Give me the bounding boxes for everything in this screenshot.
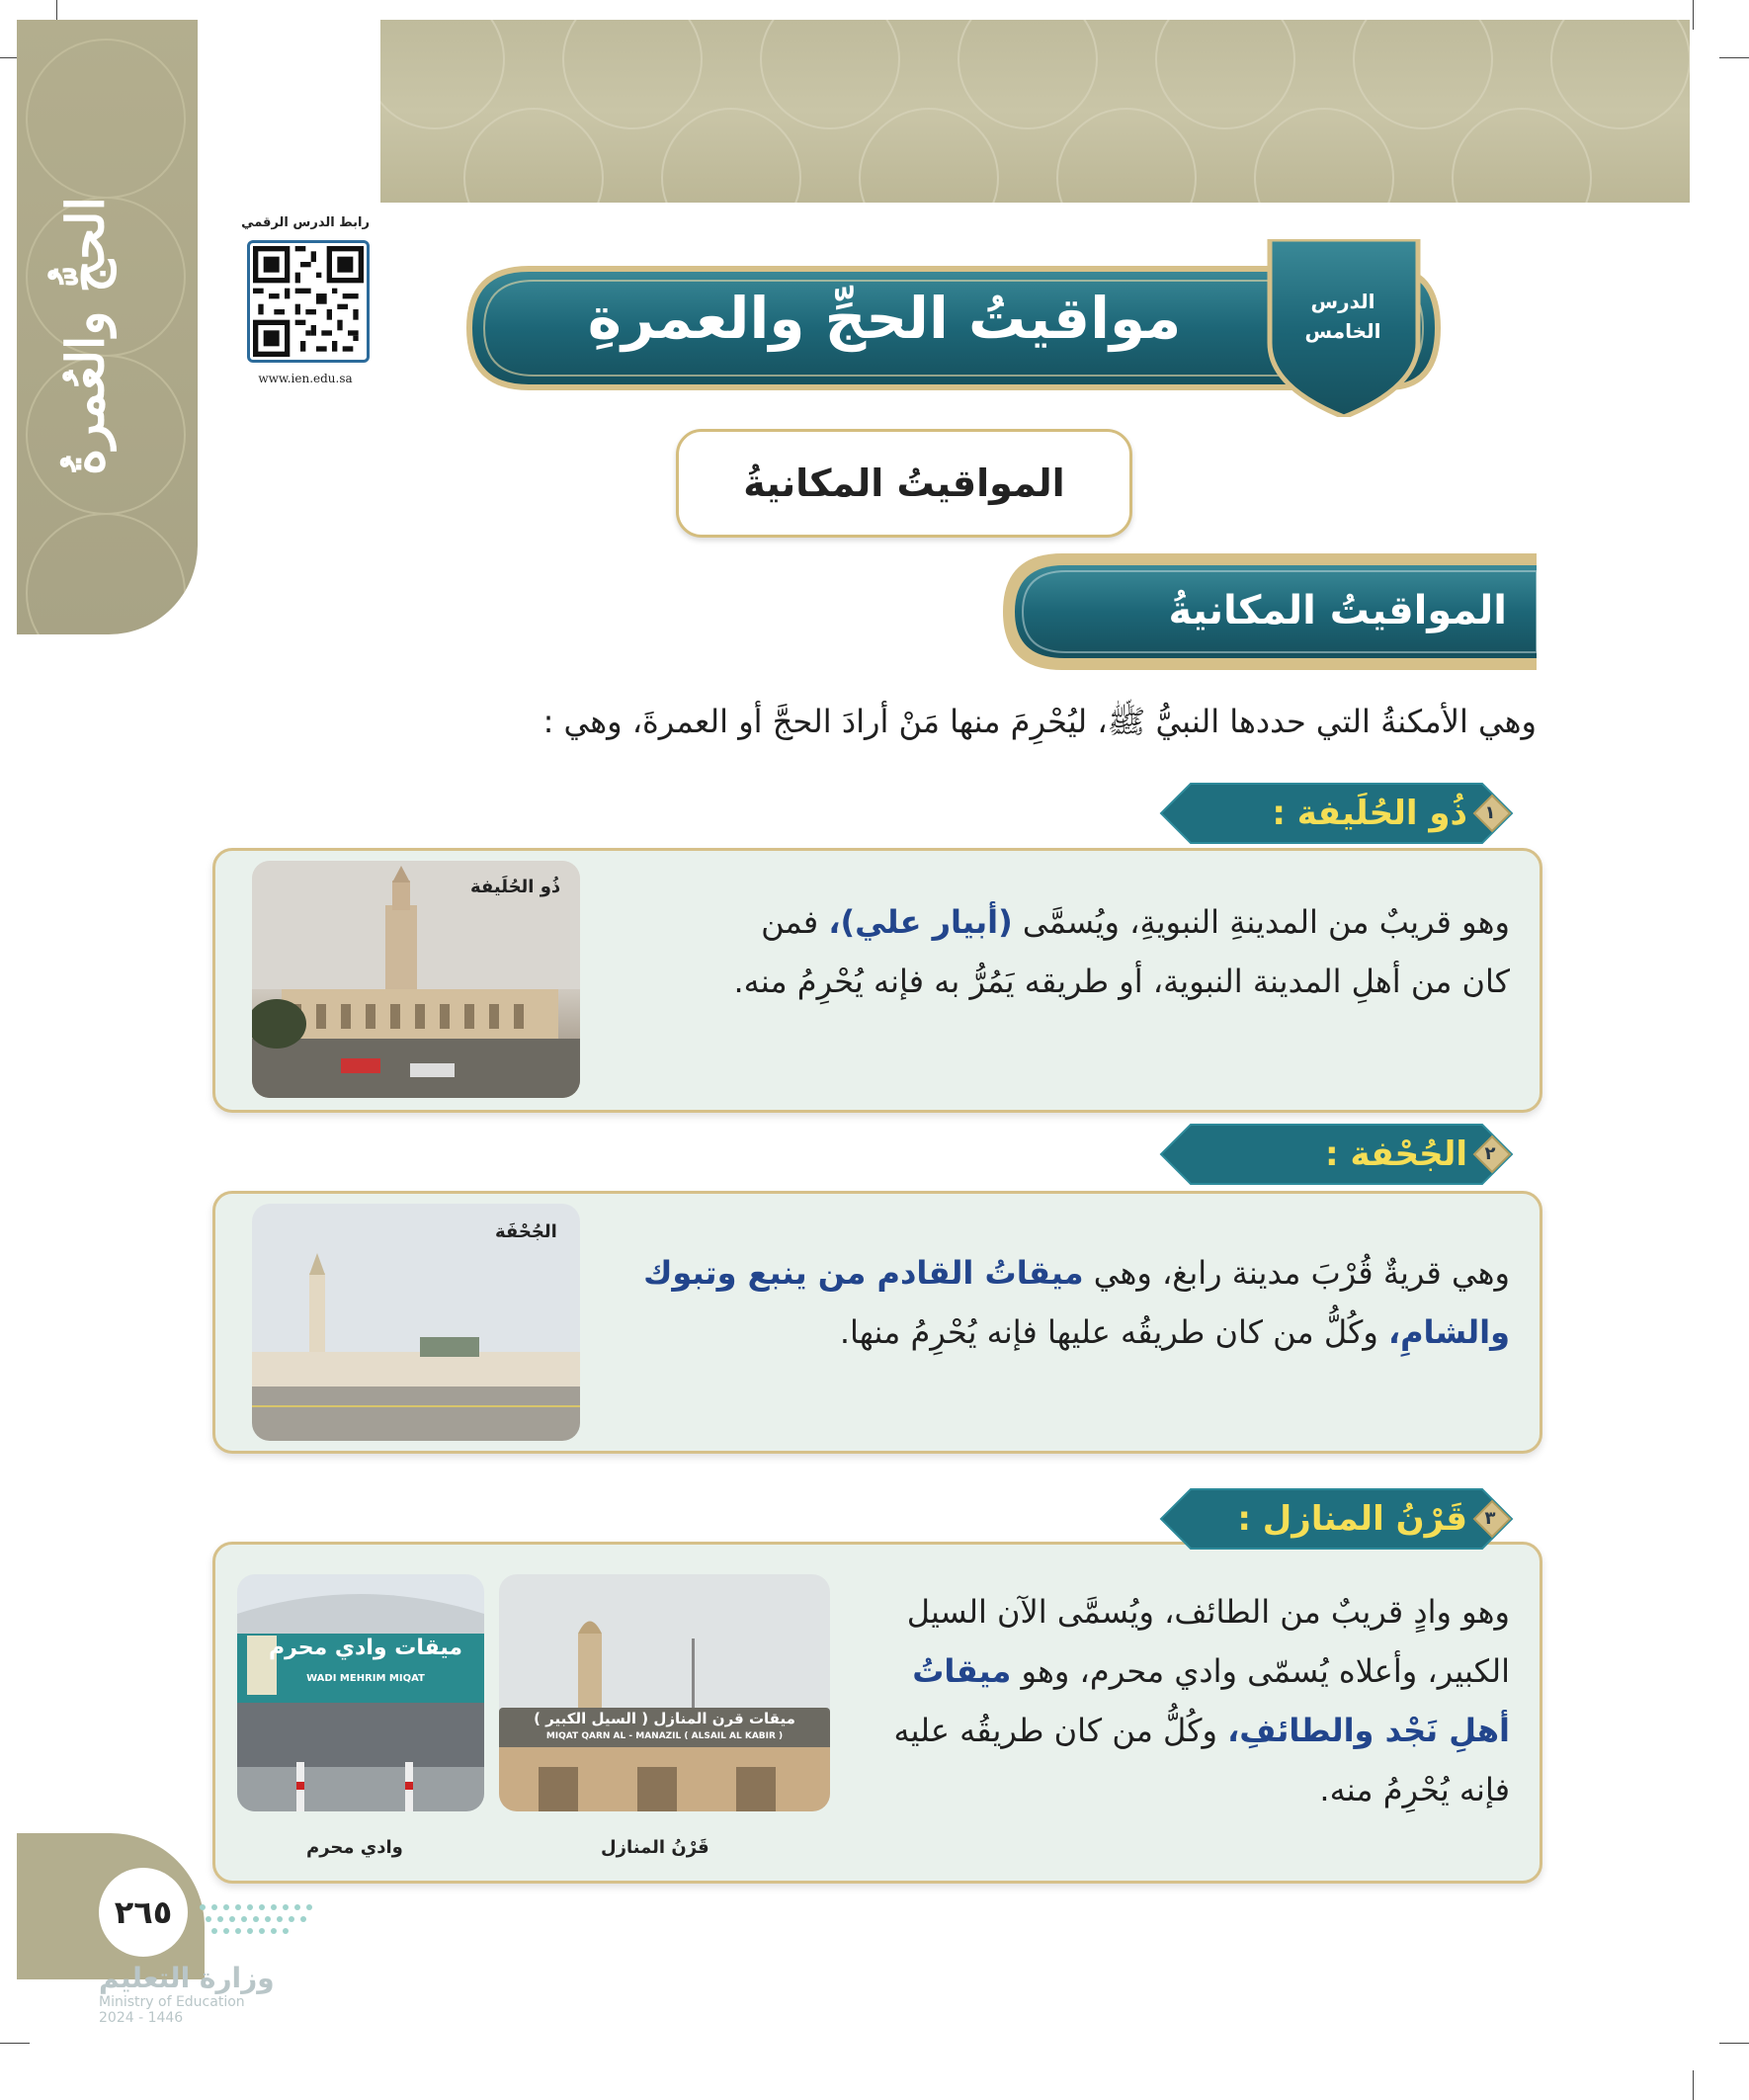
section-heading-bar (1003, 553, 1537, 670)
item-label-2 (1141, 1120, 1532, 1189)
photo-caption-2: الجُحْفَة (495, 1221, 557, 1242)
lesson-badge (1284, 287, 1402, 346)
item-title-1: ذُو الحُلَيفة : (1272, 794, 1467, 833)
section-heading: المواقيتُ المكانيةُ (1168, 588, 1507, 633)
photo-caption-1: ذُو الحُلَيفة (470, 877, 561, 897)
chapter-side-tab (17, 20, 198, 634)
item-card-3 (212, 1542, 1542, 1884)
ministry-name-en: Ministry of Education (99, 1994, 245, 2010)
qr-code[interactable] (247, 240, 370, 363)
photo-wadi-muhrim (237, 1574, 484, 1811)
item-label-3 (1141, 1484, 1532, 1554)
item-3-text: وهو وادٍ قريبٌ من الطائف، ويُسمَّى الآن السيل الكبير، وأعلاه يُسمّى وادي محرم، وهو ميقاتُ أهلِ نَجْد والطائفِ، وكُلُّ من كان طريقُه عليه فإنه يُحْرِمُ منه. (893, 1593, 1510, 1808)
ministry-year: 2024 - 1446 (99, 2010, 184, 2026)
crop-mark (0, 2043, 30, 2044)
lesson-badge-line1: الدرس (1310, 290, 1375, 313)
item-number-2: ٢ (1484, 1143, 1496, 1164)
item-1-highlight: (أبيار علي)، (828, 903, 1013, 941)
chapter-title: الحجُّ والعُمرةُ (55, 196, 117, 476)
sign-wadi-ar: ميقات وادي محرم (268, 1636, 463, 1660)
item-2-highlight: ميقاتُ القادم من ينبع وتبوك والشامِ، (643, 1254, 1510, 1351)
crop-mark (1693, 2070, 1694, 2100)
item-title-3: قَرْنُ المنازل : (1237, 1499, 1467, 1539)
sign-qarn-en: MIQAT QARN AL - MANAZIL ( ALSAIL AL KABIR ) (545, 1731, 784, 1741)
intro-paragraph: وهي الأمكنةُ التي حددها النبيُّ ﷺ، ليُحْرِمَ منها مَنْ أرادَ الحجَّ أو العمرةَ، وهي : (542, 703, 1537, 740)
photo-caption-wadi: وادي محرم (306, 1837, 403, 1858)
item-card-2 (212, 1191, 1542, 1454)
qr-url: www.ien.edu.sa (258, 372, 353, 385)
item-2-text: وهي قريةٌ قُرْبَ مدينة رابغ، وهي ميقاتُ القادم من ينبع وتبوك والشامِ، وكُلُّ من كان طريقُه عليها فإنه يُحْرِمُ منها. (643, 1254, 1510, 1351)
item-number-3: ٣ (1484, 1508, 1496, 1529)
item-1-text: وهو قريبٌ من المدينةِ النبويةِ، ويُسمَّى (أبيار علي)، فمن كان من أهلِ المدينة النبوية، أو طريقه يَمُرُّ به فإنه يُحْرِمُ منه. (733, 903, 1510, 1000)
item-number-1: ١ (1484, 802, 1496, 823)
ministry-logo-dots (193, 1897, 331, 1957)
subtitle: المواقيتُ المكانيةُ (743, 462, 1065, 505)
item-label-1 (1141, 779, 1532, 848)
item-card-1 (212, 848, 1542, 1113)
ministry-logo (99, 1962, 346, 2026)
ministry-name-ar: وزارة التعليم (99, 1962, 275, 1994)
lesson-title: مواقيتُ الحجِّ والعمرةِ (587, 285, 1182, 352)
crop-mark (1693, 0, 1694, 30)
qr-backdrop (198, 20, 380, 203)
crop-mark (1719, 2043, 1749, 2044)
subtitle-box (676, 429, 1132, 538)
qr-code-block[interactable] (227, 208, 383, 395)
qr-title: رابط الدرس الرقمي (241, 215, 370, 230)
sign-wadi-en: WADI MEHRIM MIQAT (306, 1673, 425, 1684)
sign-qarn-ar: ميقات قرن المنازل ( السيل الكبير ) (534, 1710, 795, 1727)
lesson-header (440, 249, 1458, 387)
crop-mark (1719, 57, 1749, 58)
item-3-highlight: ميقاتُ أهلِ نَجْد والطائفِ، (912, 1652, 1510, 1749)
item-title-2: الجُحْفة : (1325, 1134, 1467, 1174)
photo-qarn-al-manazil (499, 1574, 830, 1811)
lesson-badge-line2: الخامس (1304, 319, 1381, 343)
page-number: ٢٦٥ (99, 1868, 188, 1957)
photo-caption-qarn: قَرْنُ المنازل (601, 1837, 709, 1858)
